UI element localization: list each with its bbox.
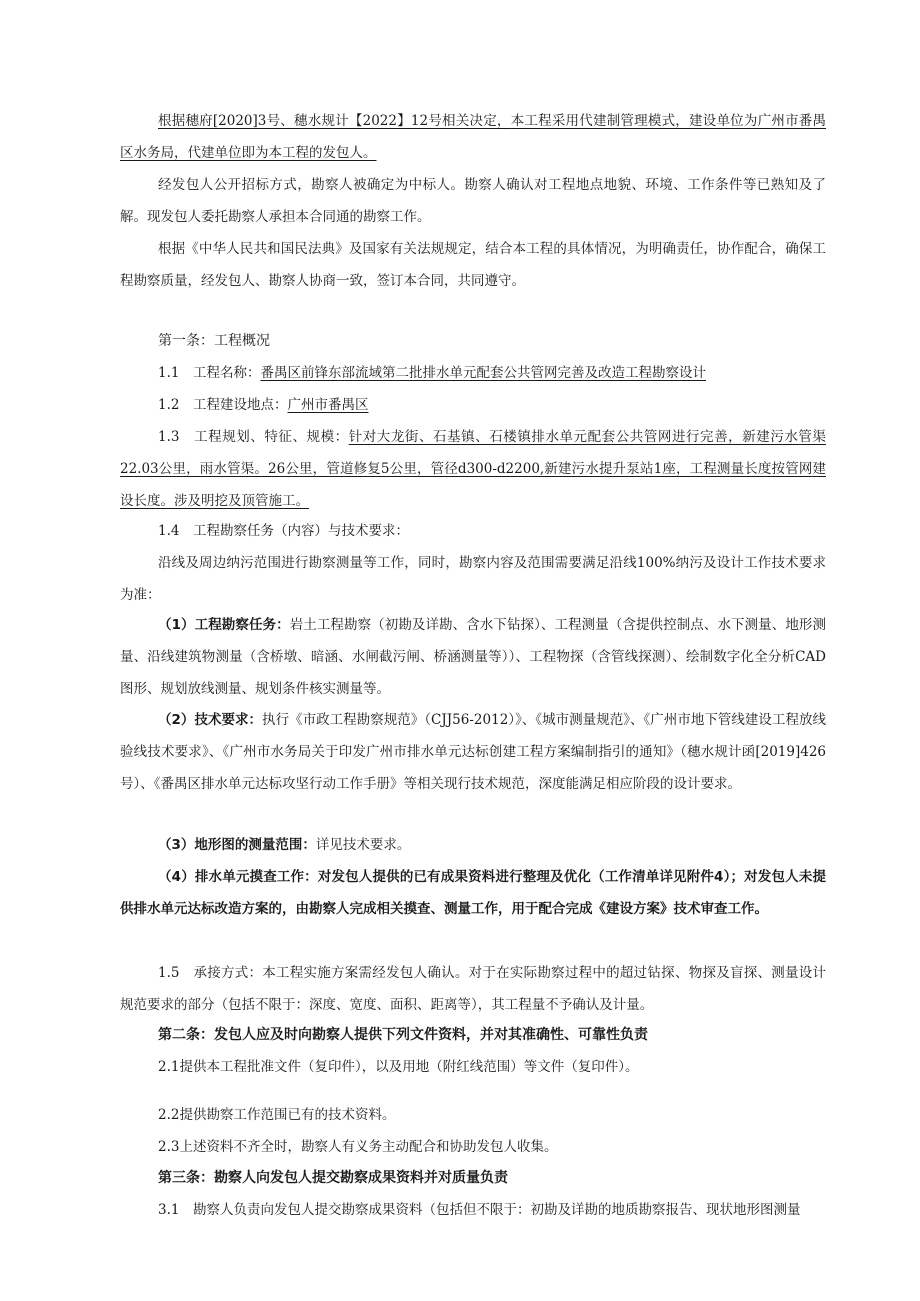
section-1-3-value: 针对大龙街、石基镇、石楼镇排水单元配套公共管网进行完善，新建污水管渠22.03公里，雨水管渠。26公里，管道修复5公里，管径d300-d2200,新建污水提升泵站1座，工程测量长度按管网建设长度。涉及明挖及顶管施工。 [120, 429, 826, 509]
section-1-4-intro: 沿线及周边纳污范围进行勘察测量等工作，同时，勘察内容及范围需要满足沿线100%纳污及设计工作技术要求为准： [120, 555, 826, 603]
survey-task-item [120, 609, 826, 705]
tech-requirements-text: 执行《市政工程勘察规范》（CJJ56-2012）》、《城市测量规范》、《广州市地下管线建设工程放线验线技术要求》、《广州市水务局关于印发广州市排水单元达标创建工程方案编制指引的通知》（穗水规计函[2019]426号）、《番禺区排水单元达标攻坚行动工作手册》等相关现行技术规范，深度能满足相应阶段的设计要求。 [120, 712, 826, 792]
section-1-4: 1.4 工程勘察任务（内容）与技术要求： [158, 523, 409, 539]
topo-range-item [120, 829, 826, 861]
tech-requirements-label: （2）技术要求： [158, 712, 263, 728]
topo-range-label: （3）地形图的测量范围： [158, 837, 316, 853]
drainage-survey-item: （4）排水单元摸查工作：对发包人提供的已有成果资料进行整理及优化（工作清单详见附件4）；对发包人未提供排水单元达标改造方案的，由勘察人完成相关摸查、测量工作，用于配合完成《建设方案》技术审查工作。 [120, 869, 826, 917]
intro-p1-mode: 本工程采用代建制管理模式，建设单位为广州市番禺区水务局，代建单位即为本工程的发包人。 [120, 113, 827, 161]
intro-p1-basis: 根据穗府[2020]3号、穗水规计【2022】12号相关决定， [158, 113, 511, 129]
topo-range-text: 详见技术要求。 [315, 837, 411, 853]
section-2-2: 2.2提供勘察工作范围已有的技术资料。 [158, 1107, 396, 1123]
section-2-1: 2.1提供本工程批准文件（复印件），以及用地（附红线范围）等文件（复印件）。 [158, 1059, 639, 1075]
intro-paragraph-3: 根据《中华人民共和国民法典》及国家有关法规规定，结合本工程的具体情况，为明确责任，协作配合，确保工程勘察质量，经发包人、勘察人协商一致，签订本合同，共同遵守。 [120, 241, 826, 289]
section-3-1: 3.1 勘察人负责向发包人提交勘察成果资料（包括但不限于：初勘及详勘的地质勘察报告、现状地形图测量 [158, 1202, 801, 1218]
article-3-title: 第三条：勘察人向发包人提交勘察成果资料并对质量负责 [158, 1170, 508, 1186]
section-1-3 [120, 421, 826, 517]
section-1-1-value: 番禺区前锋东部流域第二批排水单元配套公共管网完善及改造工程勘察设计 [260, 365, 706, 381]
section-1-1 [120, 357, 826, 389]
section-1-2-label: 1.2 工程建设地点： [158, 397, 288, 413]
section-2-3: 2.3上述资料不齐全时，勘察人有义务主动配合和协助发包人收集。 [158, 1139, 558, 1155]
section-1-5: 1.5 承接方式：本工程实施方案需经发包人确认。对于在实际勘察过程中的超过钻探、物探及盲探、测量设计规范要求的部分（包括不限于：深度、宽度、面积、距离等），其工程量不予确认及计量。 [120, 965, 826, 1013]
survey-task-label: （1）工程勘察任务： [158, 617, 290, 633]
article-2-title: 第二条：发包人应及时向勘察人提供下列文件资料，并对其准确性、可靠性负责 [158, 1027, 648, 1043]
section-1-2-value: 广州市番禺区 [287, 397, 369, 413]
intro-paragraph-1 [120, 105, 826, 169]
intro-paragraph-2: 经发包人公开招标方式，勘察人被确定为中标人。勘察人确认对工程地点地貌、环境、工作条件等已熟知及了解。现发包人委托勘察人承担本合同通的勘察工作。 [120, 177, 826, 225]
survey-task-text: 岩土工程勘察（初勘及详勘、含水下钻探）、工程测量（含提供控制点、水下测量、地形测量、沿线建筑物测量（含桥墩、暗涵、水闸截污闸、桥涵测量等））、工程物探（含管线探测）、绘制数字化全分析CAD图形、规划放线测量、规划条件核实测量等。 [120, 617, 826, 697]
tech-requirements-item [120, 704, 826, 800]
section-1-2 [120, 389, 826, 421]
section-1-3-label: 1.3 工程规划、特征、规模： [158, 429, 349, 445]
section-1-1-label: 1.1 工程名称： [158, 365, 261, 381]
article-1-title: 第一条：工程概况 [158, 333, 270, 349]
